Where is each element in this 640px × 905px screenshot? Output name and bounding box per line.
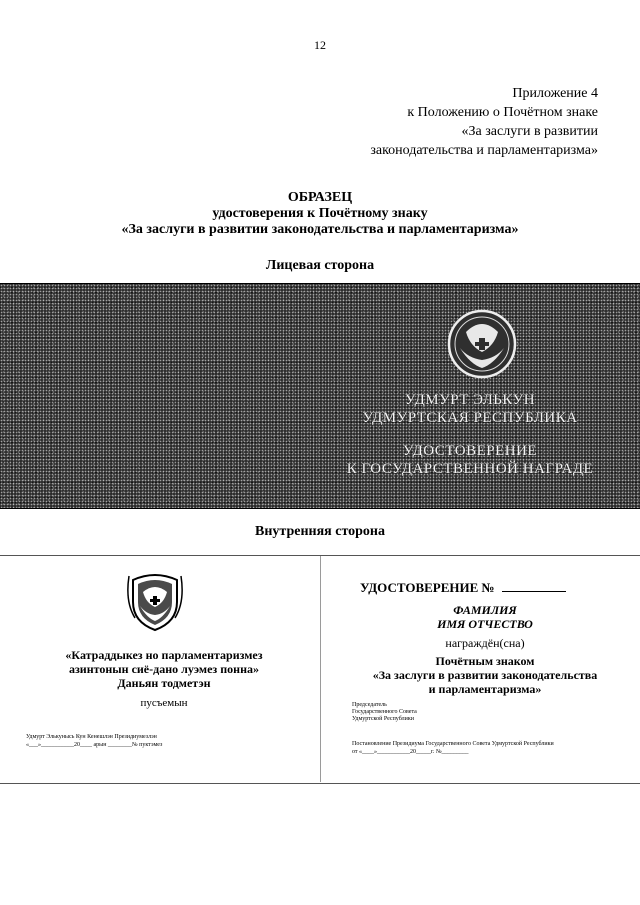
certificate-title: УДОСТОВЕРЕНИЕ №	[360, 580, 495, 595]
signature-line-1: Председатель	[352, 702, 387, 708]
heading-line-2: удостоверения к Почётному знаку	[212, 206, 428, 221]
name-line-1: ФАМИЛИЯ	[453, 603, 517, 617]
coat-of-arms-icon	[446, 308, 518, 380]
inner-left-text	[24, 648, 304, 690]
appendix-line-2: к Положению о Почётном знаке	[407, 105, 598, 120]
name-line-2: ИМЯ ОТЧЕСТВО	[437, 617, 533, 631]
heading-line-1: ОБРАЗЕЦ	[287, 190, 353, 205]
signature-line-2: Государственного Совета	[352, 709, 417, 715]
inner-left-line-3: Даньян тодметэн	[117, 676, 211, 690]
appendix-note	[370, 84, 598, 160]
award-description	[350, 654, 620, 696]
inner-left-line-2: азинтонын сиё-дано луэмез понна»	[68, 662, 259, 676]
recipient-name	[350, 603, 620, 631]
certificate-number	[360, 580, 630, 596]
inner-coat-of-arms-icon	[125, 572, 185, 634]
inner-fold-line	[320, 556, 321, 782]
inner-left-line-1: «Катраддыкез но парламентаризмез	[65, 648, 263, 662]
inner-right-footer-1: Постановление Президиума Государственного Совета Удмуртской Республики	[352, 741, 554, 747]
quote-line-2: и парламентаризма»	[428, 682, 542, 696]
inner-right-footer-2: от «____»___________20_____г. №_________	[352, 749, 469, 755]
inner-side-label: Внутренняя сторона	[255, 524, 385, 539]
cover-line-1: УДМУРТ ЭЛЬКУН	[404, 392, 536, 408]
inner-left-footer-2: «___»___________20____ арын ________№ пуктэмез	[26, 742, 163, 748]
page-number: 12	[314, 38, 326, 52]
inner-left-footer-1: Удмурт Элькунысь Кун Кенешлэн Президиумезлэн	[26, 734, 157, 740]
cover-line-3: УДОСТОВЕРЕНИЕ	[402, 443, 538, 459]
signature-block	[352, 702, 417, 723]
inner-left-line-4: пусъемын	[140, 697, 188, 709]
cover-line-4: К ГОСУДАРСТВЕННОЙ НАГРАДЕ	[346, 461, 594, 477]
appendix-line-4: законодательства и парламентаризма»	[370, 143, 598, 158]
signature-line-3: Удмуртской Республики	[352, 716, 414, 722]
document-heading	[0, 190, 640, 238]
badge-line: Почётным знаком	[435, 654, 535, 668]
inner-bottom-border	[0, 783, 640, 784]
cover-line-2: УДМУРТСКАЯ РЕСПУБЛИКА	[362, 410, 578, 426]
awarded-text: награждён(сна)	[445, 636, 525, 650]
quote-line-1: «За заслуги в развитии законодательства	[372, 668, 598, 682]
appendix-line-1: Приложение 4	[512, 86, 598, 101]
appendix-line-3: «За заслуги в развитии	[461, 124, 598, 139]
front-side-label: Лицевая сторона	[265, 258, 375, 273]
heading-line-3: «За заслуги в развитии законодательства и парламентаризма»	[121, 222, 519, 237]
number-blank	[502, 591, 566, 592]
